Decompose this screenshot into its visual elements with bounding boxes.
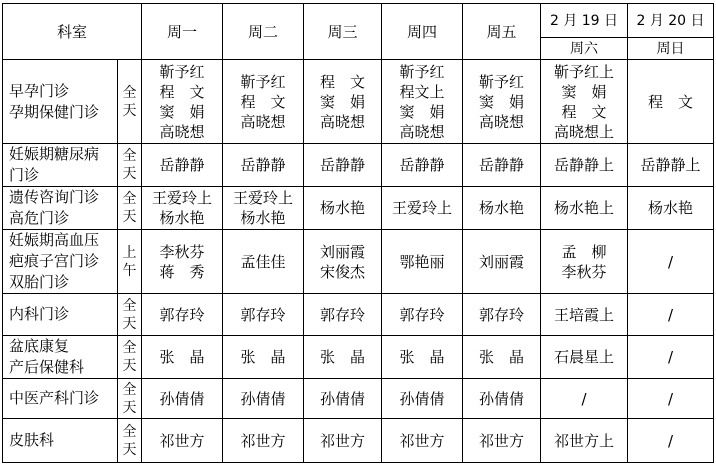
schedule-cell-fri: [463, 230, 541, 294]
day-header-sun: 周日: [628, 38, 714, 60]
dept-cell: [3, 379, 118, 419]
dept-cell: [3, 419, 118, 463]
schedule-cell-fri: [463, 144, 541, 187]
schedule-cell-sat: [541, 187, 628, 230]
schedule-cell-tue: [223, 419, 304, 463]
schedule-cell-sat: [541, 144, 628, 187]
doctor-name: /: [581, 389, 587, 408]
doctor-name: 祁世方: [479, 431, 525, 450]
schedule-cell-thu: [382, 294, 463, 336]
period-char: 午: [122, 262, 137, 279]
schedule-cell-mon: [142, 379, 223, 419]
doctor-name: 杨水艳: [479, 199, 525, 217]
dept-cell: [3, 144, 118, 187]
doctor-name: 杨水艳上: [554, 199, 615, 217]
schedule-cell-sun: [628, 187, 714, 230]
day-header-fri: 周五: [463, 4, 541, 60]
doctor-name: 张 晶: [240, 348, 286, 366]
schedule-cell-wed: [304, 230, 382, 294]
schedule-table: [2, 3, 714, 463]
doctor-name: 杨水艳: [240, 209, 286, 227]
doctor-name: 岳静静上: [554, 156, 615, 174]
dept-name-line: 盆底康复: [9, 337, 70, 355]
dept-name-line: 皮肤科: [9, 431, 55, 449]
doctor-name: 郭存玲: [320, 305, 366, 324]
schedule-cell-wed: [304, 379, 382, 419]
doctor-name: 窦 娟: [399, 102, 445, 121]
period-cell: [118, 336, 142, 379]
doctor-name: 郭存玲: [479, 305, 525, 324]
period-char: 全: [122, 84, 137, 101]
dept-cell: [3, 336, 118, 379]
schedule-cell-sun: [628, 230, 714, 294]
dept-name-line: 疤痕子宫门诊: [9, 252, 100, 270]
period-char: 全: [122, 381, 137, 398]
doctor-name: 靳予红上: [554, 62, 615, 81]
doctor-name: 孙倩倩: [479, 389, 525, 408]
dept-cell: [3, 60, 118, 144]
doctor-name: 岳静静: [159, 156, 205, 174]
schedule-cell-sun: [628, 60, 714, 144]
doctor-name: 靳予红: [479, 72, 525, 91]
doctor-name: 张 晶: [479, 348, 525, 366]
dept-name-line: 孕期保健门诊: [9, 102, 100, 121]
schedule-cell-thu: [382, 336, 463, 379]
period-char: 天: [122, 166, 137, 182]
doctor-name: 杨水艳: [320, 199, 366, 217]
period-cell: [118, 294, 142, 336]
doctor-name: 孙倩倩: [159, 389, 205, 408]
dept-name-line: 遗传咨询门诊: [9, 188, 100, 206]
dept-name-line: 高危门诊: [9, 209, 70, 227]
schedule-cell-fri: [463, 294, 541, 336]
schedule-cell-fri: [463, 336, 541, 379]
doctor-name: 刘丽霞: [320, 242, 366, 261]
dept-name-line: 双胎门诊: [9, 273, 70, 291]
schedule-cell-fri: [463, 419, 541, 463]
dept-header: 科室: [3, 4, 142, 60]
doctor-name: 高晓想上: [554, 122, 615, 141]
doctor-name: /: [667, 252, 674, 271]
doctor-name: 高晓想: [159, 122, 205, 141]
schedule-cell-mon: [142, 230, 223, 294]
doctor-name: 宋俊杰: [320, 262, 366, 281]
schedule-body: [3, 60, 714, 463]
schedule-cell-sat: [541, 294, 628, 336]
doctor-name: 岳静静上: [640, 156, 701, 174]
doctor-name: 杨水艳: [159, 209, 205, 227]
dept-name-line: 门诊: [9, 166, 40, 184]
doctor-name: /: [667, 431, 674, 450]
doctor-name: 窦 娟: [561, 82, 607, 101]
doctor-name: 窦 娟: [320, 92, 366, 111]
schedule-cell-thu: [382, 187, 463, 230]
doctor-name: 张 晶: [399, 348, 445, 366]
doctor-name: 祁世方上: [554, 431, 615, 450]
period-cell: [118, 230, 142, 294]
dept-name-line: 内科门诊: [9, 305, 70, 323]
schedule-cell-wed: [304, 144, 382, 187]
schedule-cell-tue: [223, 230, 304, 294]
schedule-cell-sun: [628, 144, 714, 187]
doctor-name: 石晨星上: [554, 348, 615, 366]
doctor-name: 岳静静: [479, 156, 525, 174]
doctor-name: 窦 娟: [479, 92, 525, 111]
dept-name-line: 早孕门诊: [9, 81, 70, 100]
dept-name-line: 妊娠期高血压: [9, 231, 100, 249]
schedule-cell-tue: [223, 60, 304, 144]
schedule-cell-mon: [142, 187, 223, 230]
dept-name-line: 中医产科门诊: [9, 389, 100, 407]
day-header-mon: 周一: [142, 4, 223, 60]
period-char: 天: [122, 441, 137, 458]
schedule-cell-mon: [142, 294, 223, 336]
doctor-name: 李秋芬: [159, 242, 205, 261]
date-header-sat: 2 月 19 日: [541, 4, 628, 38]
doctor-name: 程 文: [561, 102, 607, 121]
period-cell: [118, 187, 142, 230]
doctor-name: 孙倩倩: [320, 389, 366, 408]
period-char: 上: [122, 244, 137, 261]
schedule-cell-sat: [541, 60, 628, 144]
doctor-name: 孟 柳: [561, 242, 607, 261]
doctor-name: 高晓想: [320, 112, 366, 131]
period-char: 全: [122, 297, 137, 314]
doctor-name: 靳予红: [399, 62, 445, 81]
doctor-name: 岳静静: [399, 156, 445, 174]
schedule-cell-wed: [304, 187, 382, 230]
date-header-sun: 2 月 20 日: [628, 4, 714, 38]
doctor-name: 蒋 秀: [159, 262, 205, 281]
schedule-cell-sat: [541, 336, 628, 379]
doctor-name: 靳予红: [159, 62, 205, 81]
day-header-thu: 周四: [382, 4, 463, 60]
table-row: [3, 187, 714, 230]
doctor-name: 祁世方: [159, 431, 205, 450]
doctor-name: 郭存玲: [159, 305, 205, 324]
doctor-name: 祁世方: [240, 431, 286, 450]
period-char: 天: [122, 315, 137, 332]
doctor-name: 王爱玲上: [152, 189, 213, 207]
doctor-name: 程 文: [320, 72, 366, 91]
schedule-cell-wed: [304, 60, 382, 144]
doctor-name: /: [667, 348, 674, 366]
dept-cell: [3, 230, 118, 294]
schedule-cell-sun: [628, 379, 714, 419]
doctor-name: 岳静静: [240, 156, 286, 174]
doctor-name: /: [667, 389, 674, 408]
doctor-name: 高晓想: [479, 112, 525, 131]
dept-cell: [3, 187, 118, 230]
schedule-cell-fri: [463, 187, 541, 230]
table-row: [3, 294, 714, 336]
doctor-name: /: [667, 305, 674, 324]
schedule-cell-sat: [541, 230, 628, 294]
table-row: [3, 379, 714, 419]
schedule-cell-thu: [382, 60, 463, 144]
schedule-cell-tue: [223, 187, 304, 230]
doctor-name: 祁世方: [320, 431, 366, 450]
doctor-name: 靳予红: [240, 72, 286, 91]
schedule-cell-fri: [463, 379, 541, 419]
schedule-cell-wed: [304, 294, 382, 336]
schedule-cell-wed: [304, 419, 382, 463]
doctor-name: 高晓想: [399, 122, 445, 141]
schedule-cell-sat: [541, 419, 628, 463]
schedule-cell-mon: [142, 144, 223, 187]
schedule-cell-wed: [304, 336, 382, 379]
schedule-cell-sat: [541, 379, 628, 419]
doctor-name: 王爱玲上: [392, 199, 453, 217]
doctor-name: 程 文: [648, 92, 694, 111]
doctor-name: 祁世方: [399, 431, 445, 450]
schedule-cell-thu: [382, 379, 463, 419]
doctor-name: 王爱玲上: [233, 189, 294, 207]
doctor-name: 郭存玲: [399, 305, 445, 324]
dept-cell: [3, 294, 118, 336]
doctor-name: 孟佳佳: [240, 252, 286, 271]
schedule-cell-thu: [382, 230, 463, 294]
dept-name-line: 产后保健科: [9, 358, 85, 376]
period-char: 全: [122, 340, 137, 356]
schedule-cell-mon: [142, 419, 223, 463]
period-cell: [118, 379, 142, 419]
dept-name-line: 妊娠期糖尿病: [9, 145, 100, 163]
doctor-name: 程 文: [159, 82, 205, 101]
schedule-cell-tue: [223, 379, 304, 419]
period-char: 天: [122, 209, 137, 225]
table-row: [3, 230, 714, 294]
schedule-cell-tue: [223, 336, 304, 379]
schedule-cell-sun: [628, 419, 714, 463]
schedule-cell-thu: [382, 144, 463, 187]
period-cell: [118, 60, 142, 144]
doctor-name: 程 文: [240, 92, 286, 111]
day-header-tue: 周二: [223, 4, 304, 60]
table-row: [3, 336, 714, 379]
schedule-cell-sun: [628, 336, 714, 379]
doctor-name: 杨水艳: [648, 199, 694, 217]
doctor-name: 郭存玲: [240, 305, 286, 324]
day-header-wed: 周三: [304, 4, 382, 60]
period-cell: [118, 144, 142, 187]
schedule-cell-thu: [382, 419, 463, 463]
period-char: 全: [122, 148, 137, 164]
day-header-sat: 周六: [541, 38, 628, 60]
period-char: 天: [122, 399, 137, 416]
doctor-name: 孙倩倩: [240, 389, 286, 408]
table-row: [3, 419, 714, 463]
doctor-name: 孙倩倩: [399, 389, 445, 408]
doctor-name: 窦 娟: [159, 102, 205, 121]
period-char: 全: [122, 191, 137, 207]
schedule-cell-mon: [142, 336, 223, 379]
schedule-cell-fri: [463, 60, 541, 144]
doctor-name: 高晓想: [240, 112, 286, 131]
doctor-name: 刘丽霞: [479, 252, 525, 271]
doctor-name: 李秋芬: [561, 262, 607, 281]
table-row: [3, 144, 714, 187]
doctor-name: 鄂艳丽: [399, 252, 445, 271]
schedule-cell-tue: [223, 294, 304, 336]
doctor-name: 张 晶: [159, 348, 205, 366]
schedule-cell-mon: [142, 60, 223, 144]
period-char: 全: [122, 423, 137, 440]
doctor-name: 张 晶: [320, 348, 366, 366]
schedule-cell-sun: [628, 294, 714, 336]
period-cell: [118, 419, 142, 463]
doctor-name: 王培霞上: [554, 305, 615, 324]
period-char: 天: [122, 102, 137, 119]
table-row: [3, 60, 714, 144]
schedule-cell-tue: [223, 144, 304, 187]
period-char: 天: [122, 358, 137, 374]
doctor-name: 程文上: [399, 82, 445, 101]
doctor-name: 岳静静: [320, 156, 366, 174]
